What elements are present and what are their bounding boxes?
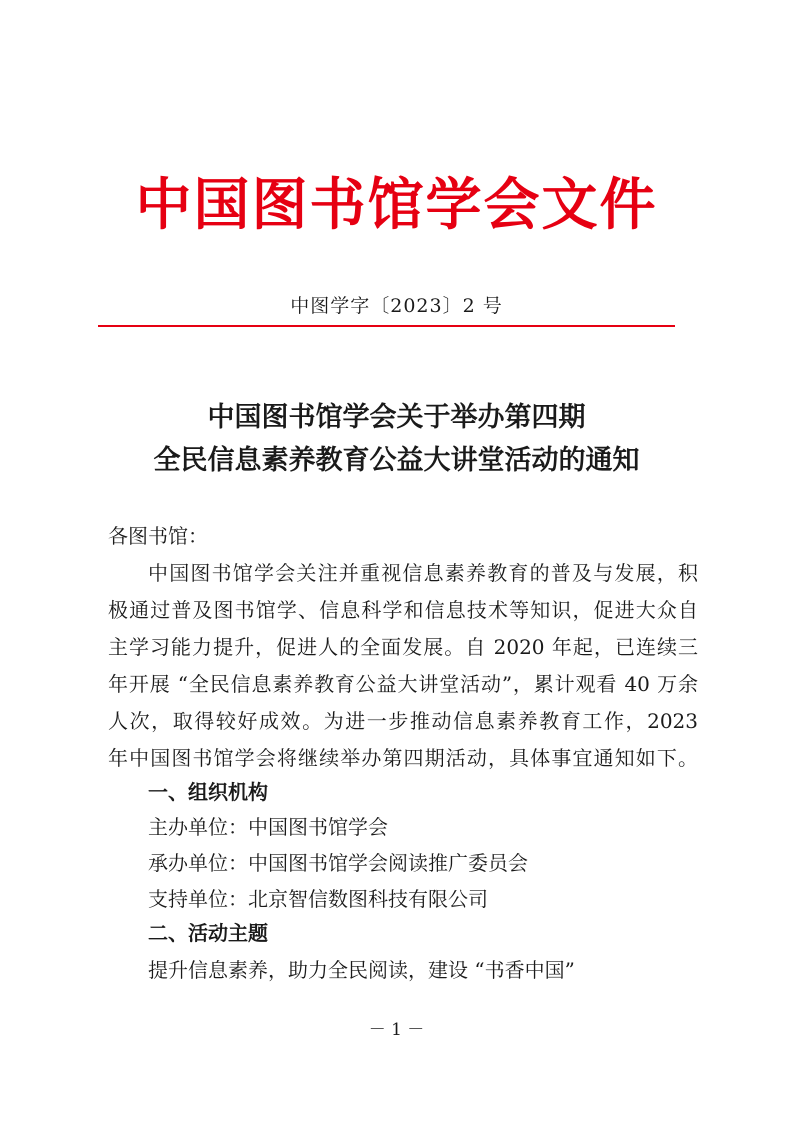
document-number: 中图学字〔2023〕2 号 — [290, 295, 503, 317]
document-masthead: 中国图书馆学会文件 — [135, 172, 658, 238]
salutation: 各图书馆： — [108, 524, 208, 548]
body-line: 中国图书馆学会关注并重视信息素养教育的普及与发展，积 — [148, 561, 698, 585]
organizer-item: 支持单位：北京智信数图科技有限公司 — [148, 887, 488, 911]
body-line: 年开展 “全民信息素养教育公益大讲堂活动”，累计观看 40 万余 — [108, 672, 698, 696]
section-heading-organization: 一、组织机构 — [148, 780, 268, 804]
organizer-item: 承办单位：中国图书馆学会阅读推广委员会 — [148, 851, 528, 875]
notice-title-line-2: 全民信息素养教育公益大讲堂活动的通知 — [153, 445, 640, 476]
notice-title-line-1: 中国图书馆学会关于举办第四期 — [207, 402, 586, 433]
body-line: 极通过普及图书馆学、信息科学和信息技术等知识，促进大众自 — [108, 598, 698, 622]
body-line: 人次，取得较好成效。为进一步推动信息素养教育工作，2023 — [108, 709, 698, 733]
theme-text: 提升信息素养，助力全民阅读，建设 “书香中国” — [148, 958, 575, 982]
body-line: 年中国图书馆学会将继续举办第四期活动，具体事宜通知如下。 — [108, 746, 698, 770]
page-number: － 1 － — [368, 1020, 425, 1040]
body-line: 主学习能力提升，促进人的全面发展。自 2020 年起，已连续三 — [108, 635, 698, 659]
red-divider-line — [98, 325, 675, 327]
section-heading-theme: 二、活动主题 — [148, 921, 268, 945]
organizer-item: 主办单位：中国图书馆学会 — [148, 815, 388, 839]
